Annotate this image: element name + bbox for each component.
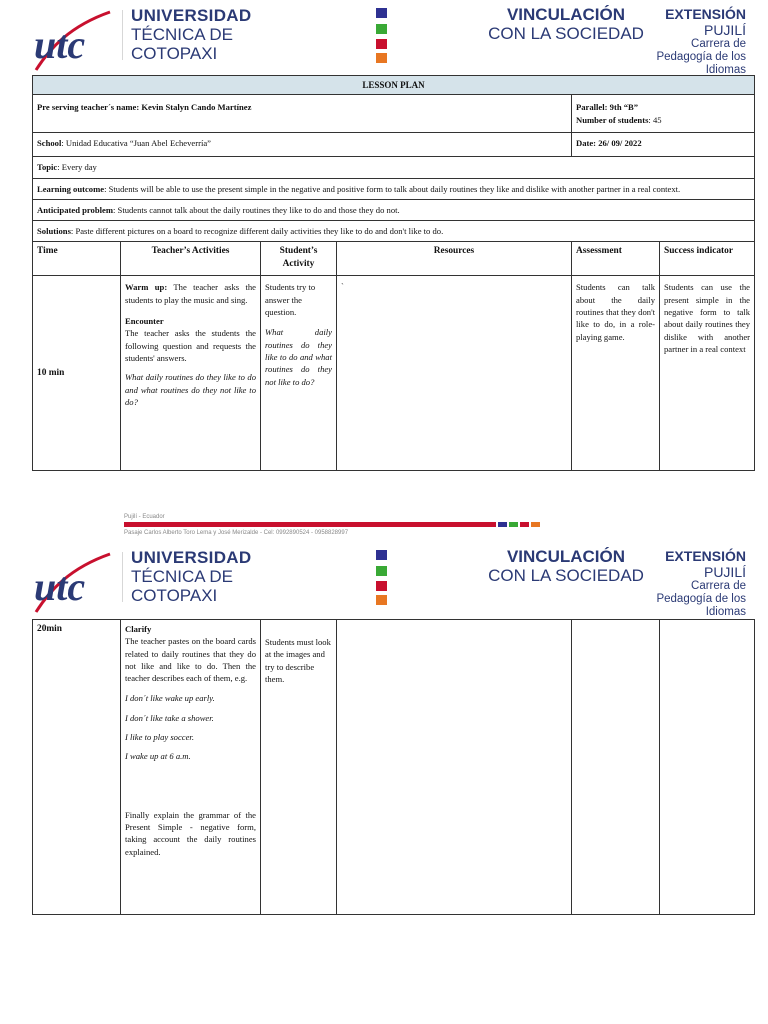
color-square-green [376,566,387,576]
extension-line-1: EXTENSIÓN [665,548,746,564]
col-assessment: Assessment [572,242,660,276]
parallel-label: Parallel: [576,102,608,113]
footer-square-green [509,522,518,527]
university-line-2: TÉCNICA DE [131,567,234,586]
col-teacher-activities: Teacher’s Activities [121,242,261,276]
success-cell [660,620,755,915]
example-3: I like to play soccer. [125,732,194,743]
footer-square-orange [531,522,540,527]
solutions-label: Solutions [37,226,71,237]
school-value: : Unidad Educativa “Juan Abel Echeverría” [61,138,211,149]
extension-line-3: Carrera de [691,38,746,50]
university-name [131,6,251,63]
date-label: Date: 26/ 09/ 2022 [576,138,642,149]
example-4: I wake up at 6 a.m. [125,751,191,762]
lesson-plan-table [32,75,755,471]
topic-label: Topic [37,162,58,173]
university-line-2: TÉCNICA DE [131,25,234,44]
vinculacion-line-2: CON LA SOCIEDAD [488,566,644,585]
topic-value: : Every day [57,162,97,173]
extension-line-4: Pedagogía de los [656,51,746,63]
col-resources: Resources [337,242,572,276]
teacher-name: Kevin Stalyn Cando Martínez [141,102,252,113]
outcome-cell [33,178,755,199]
color-square-blue [376,550,387,560]
school-cell [33,133,572,157]
teacher-label: Pre serving teacher´s name: [37,102,140,113]
assessment-cell: Students can talk about the daily routines that they don't like to do, in a role-playing game. [572,276,660,471]
vinculacion-line-1: VINCULACIÓN [506,5,626,24]
warmup-text: The teacher asks the students to play the music and sing. [125,282,256,305]
outcome-label: Learning outcome [37,183,105,194]
outcome-row [33,178,755,199]
extension-line-5: Idiomas [705,64,746,76]
table-row [33,276,755,471]
footer-bar [124,522,496,527]
school-row [33,133,755,157]
page-header-2 [0,542,768,617]
problem-label: Anticipated problem [37,204,113,215]
solutions-cell [33,221,755,242]
time-cell: 10 min [33,276,121,471]
success-cell: Students can use the present simple in the negative form to talk about daily routines they dislike with another partner in a real context [660,276,755,471]
topic-cell [33,157,755,178]
student-activity-cell [261,276,337,471]
color-square-red [376,581,387,591]
problem-row [33,199,755,220]
clarify-text: The teacher pastes on the board cards related to daily routines that they do not like and like to do. Then the teacher describes each of them, e.g. [125,636,256,684]
teacher-question: What daily routines do they like to do and what routines do they not like to do? [125,372,256,407]
color-square-green [376,24,387,34]
topic-row [33,157,755,178]
solutions-row [33,221,755,242]
header-divider [122,10,123,60]
extension-line-5: Idiomas [705,606,746,618]
footer-square-blue [498,522,507,527]
problem-cell [33,199,755,220]
example-2: I don´t like take a shower. [125,712,214,723]
extension-line-2: PUJILÍ [703,22,746,38]
lesson-title: LESSON PLAN [33,76,755,95]
table-row [33,620,755,915]
clarify-label: Clarify [125,624,152,634]
encounter-label: Encounter [125,316,164,327]
extension-line-4: Pedagogía de los [656,593,746,605]
utc-logo [30,550,116,614]
color-square-orange [376,53,387,63]
lesson-title-row [33,76,755,95]
page-footer [124,514,538,536]
university-line-3: COTOPAXI [131,44,218,63]
students-label: Number of students [576,114,649,125]
extension-line-2: PUJILÍ [703,564,746,580]
student-question: What daily routines do they like to do and what routines do they not like to do? [265,327,332,387]
teacher-cell [33,95,572,133]
extension-line-1: EXTENSIÓN [665,6,746,22]
color-square-red [376,39,387,49]
header-divider [122,552,123,602]
col-student-activity: Student’s Activity [261,242,337,276]
warmup-label: Warm up: [125,282,168,293]
problem-value: : Students cannot talk about the daily routines they like to do and those they do not. [113,204,400,215]
solutions-value: : Paste different pictures on a board to recognize different daily activities they like to do and don't like to do. [70,226,444,237]
student-activity-cell: Students must look at the images and try to describe them. [261,620,337,915]
col-time: Time [33,242,121,276]
extension-line-3: Carrera de [691,580,746,592]
vinculacion-line-2: CON LA SOCIEDAD [488,24,644,43]
resources-cell [337,620,572,915]
outcome-value: : Students will be able to use the present simple in the negative and positive form to talk about daily routines they like and dislike with another partner in a real context. [104,183,681,194]
example-1: I don´t like wake up early. [125,693,215,704]
extension-block [616,6,746,77]
logo-text: utc [34,22,86,67]
color-square-orange [376,595,387,605]
footer-location: Pujilí - Ecuador [124,514,165,520]
page-header [0,0,768,75]
footer-square-red [520,522,529,527]
student-text: Students try to answer the question. [265,282,316,318]
utc-logo [30,8,116,72]
encounter-text: The teacher asks the students the following question and requests the students' answers. [125,328,256,363]
logo-text: utc [34,564,86,609]
university-line-3: COTOPAXI [131,586,218,605]
grammar-text: Finally explain the grammar of the Present Simple - negative form, taking account the daily routines explained. [125,809,256,857]
university-name [131,548,251,605]
footer-address: Pasaje Carlos Alberto Toro Lema y José Merizalde - Cel: 0992890524 - 0958828997 [124,530,349,536]
vinculacion-line-1: VINCULACIÓN [506,547,626,566]
students-value: : 45 [648,114,662,125]
extension-block [616,548,746,619]
color-square-blue [376,8,387,18]
university-line-1: UNIVERSIDAD [131,548,252,567]
date-cell [572,133,755,157]
parallel-cell [572,95,755,133]
time-cell: 20min [33,620,121,915]
teacher-activity-cell [121,620,261,915]
col-success-indicator: Success indicator [660,242,755,276]
teacher-row [33,95,755,133]
parallel-value: 9th “B” [609,102,639,113]
teacher-activity-cell [121,276,261,471]
column-header-row [33,242,755,276]
assessment-cell [572,620,660,915]
university-line-1: UNIVERSIDAD [131,6,252,25]
lesson-plan-table-2 [32,619,755,915]
resources-cell: ` [337,276,572,471]
school-label: School [37,138,62,149]
